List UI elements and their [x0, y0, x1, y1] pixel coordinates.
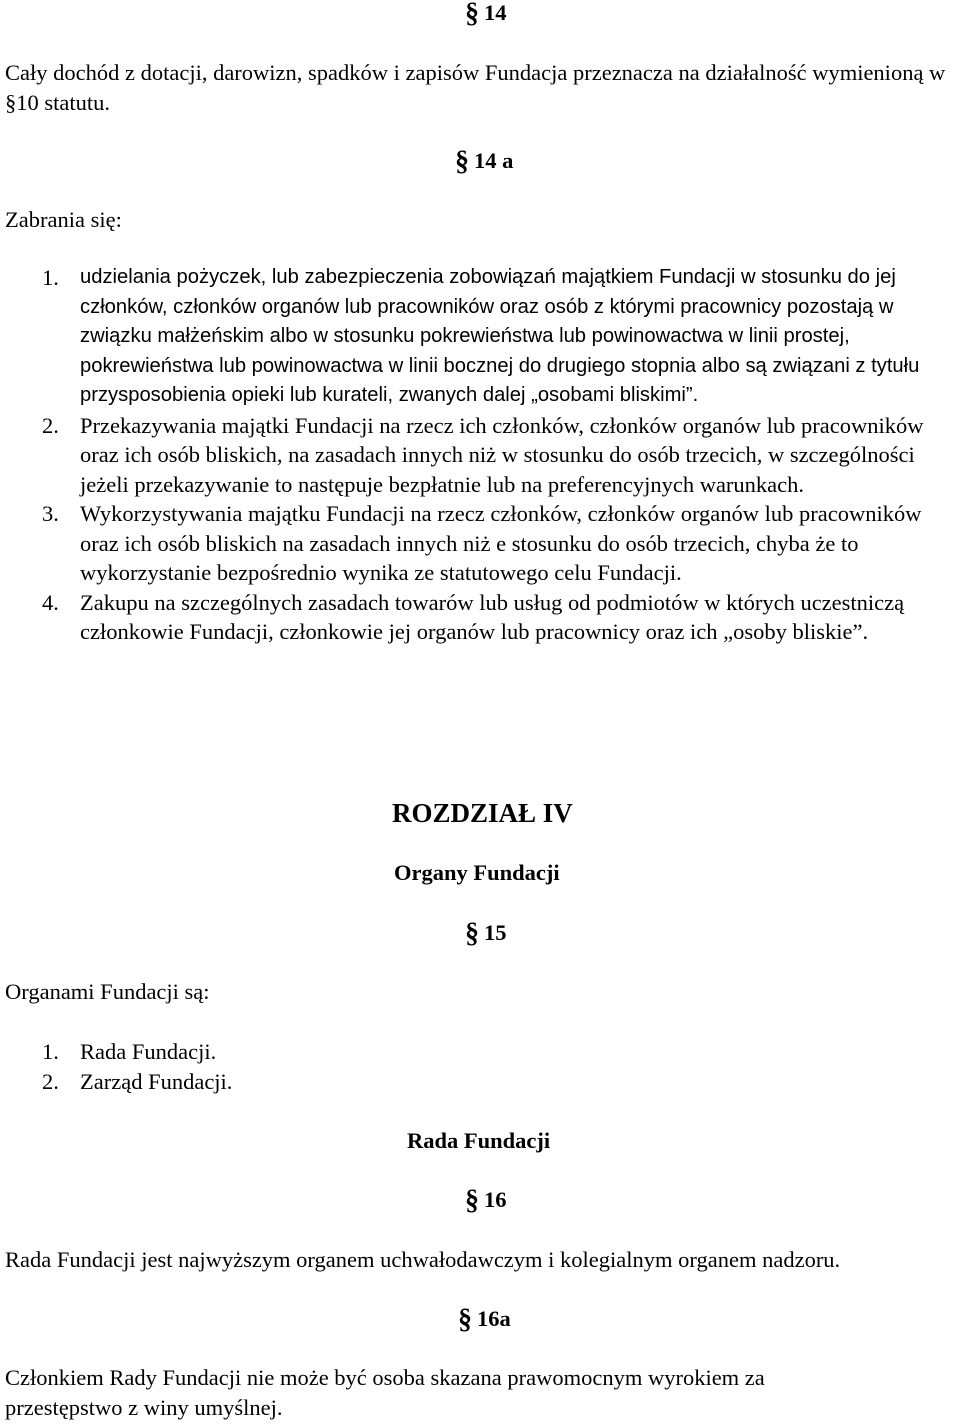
section-16a-text: Członkiem Rady Fundacji nie może być osoba skazana prawomocnym wyrokiem za przestępstwo z winy umyślnej.	[5, 1365, 765, 1420]
section-sign: §	[458, 1304, 472, 1335]
section-16-text: Rada Fundacji jest najwyższym organem uchwałodawczym i kolegialnym organem nadzoru.	[5, 1247, 841, 1272]
list-item: 4. Zakupu na szczególnych zasadach towarów lub usług od podmiotów w których uczestniczą członkowie Fundacji, członkowie jej organów lub pracownicy oraz ich „osoby bliskie”.	[42, 589, 905, 644]
list-item: 1. udzielania pożyczek, lub zabezpieczenia zobowiązań majątkiem Fundacji w stosunku do jej członków, członków organów lub pracowników oraz osób z którymi pracownicy pozostają w związku małżeńskim albo w stosunku pokrewieństwa lub powinowactwa w linii prostej, pokrewieństwa lub powinowactwa w linii bocznej do drugiego stopnia albo są związani z tytułu przysposobienia opieki lub kurateli, zwanych dalej „osobami bliskimi”.	[42, 265, 920, 406]
chapter-title: Organy Fundacji	[394, 860, 560, 885]
section-sign: §	[465, 0, 479, 29]
list-item: 2. Zarząd Fundacji.	[42, 1068, 233, 1094]
section-sign: §	[465, 1185, 479, 1216]
section-number: 15	[484, 920, 507, 945]
section-number: 14	[484, 0, 507, 25]
prohibitions-list	[5, 263, 955, 647]
section-16-heading	[465, 1185, 507, 1216]
organs-list	[5, 1037, 955, 1096]
section-16a-heading	[458, 1304, 511, 1335]
section-sign: §	[465, 918, 479, 949]
list-item: 2. Przekazywania majątki Fundacji na rzecz ich członków, członków organów lub pracowników oraz ich osób bliskich, na zasadach innych niż w stosunku do osób trzecich, w szczególności jeżeli przekazywanie to następuje bezpłatnie lub na preferencyjnych warunkach.	[42, 412, 924, 497]
section-14-text: Cały dochód z dotacji, darowizn, spadków i zapisów Fundacja przeznacza na działalność wymienioną w §10 statutu.	[5, 60, 946, 115]
section-14a-intro: Zabrania się:	[5, 207, 122, 232]
chapter-heading: ROZDZIAŁ IV	[392, 798, 573, 828]
section-sign: §	[455, 146, 469, 177]
section-number: 16	[484, 1187, 507, 1212]
section-15-heading	[465, 918, 507, 949]
section-14a-heading	[455, 146, 513, 177]
list-item: 1. Rada Fundacji.	[42, 1039, 217, 1064]
council-heading: Rada Fundacji	[407, 1128, 551, 1153]
section-number: 14 a	[474, 148, 514, 173]
section-number: 16a	[477, 1306, 511, 1331]
list-item: 3. Wykorzystywania majątku Fundacji na rzecz członków, członków organów lub pracowników oraz ich osób bliskich na zasadach innych niż e stosunku do osób trzecich, chyba że to wykorzystanie bezpośrednio wynika ze statutowego celu Fundacji.	[42, 501, 922, 585]
section-15-intro: Organami Fundacji są:	[5, 979, 210, 1004]
section-14-heading	[465, 0, 507, 29]
